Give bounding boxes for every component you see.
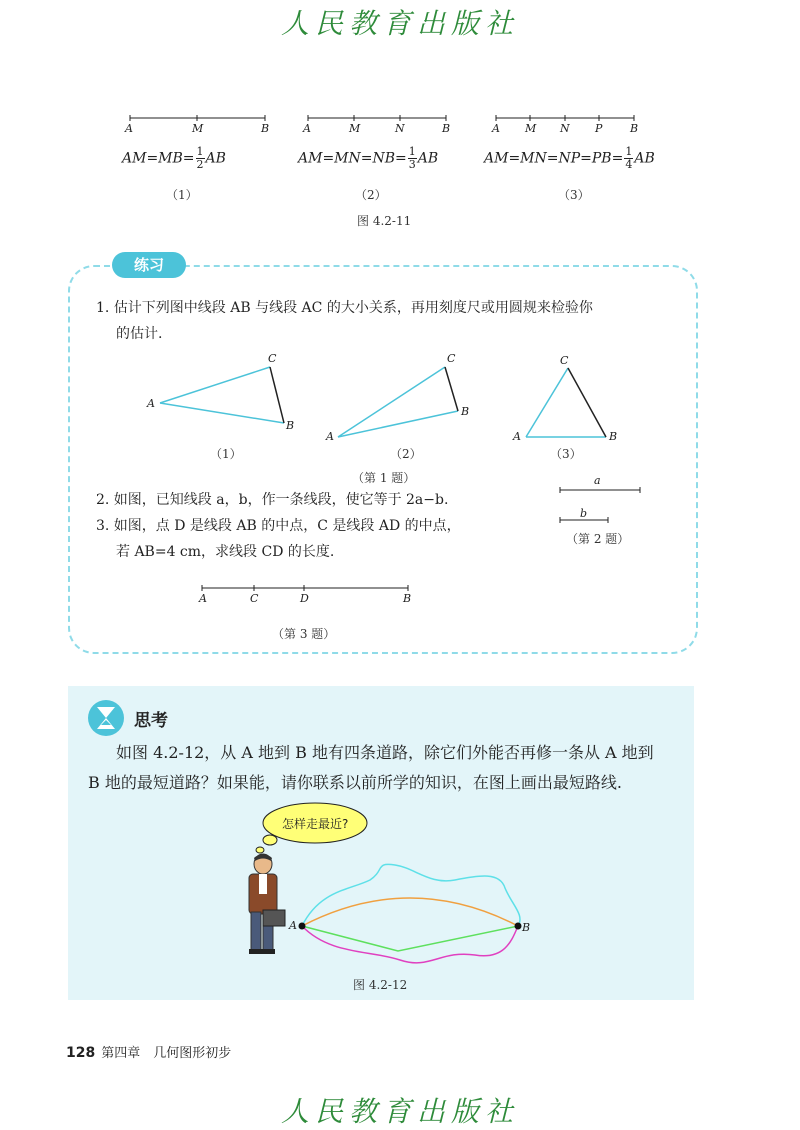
t3-label-b: B xyxy=(609,430,618,443)
p2-label-m: M xyxy=(349,122,361,135)
publisher-logo-top: 人民教育出版社 xyxy=(280,7,519,40)
p3-caption: （3） xyxy=(558,188,590,202)
p3-label-p: P xyxy=(595,122,603,135)
t3-label-c: C xyxy=(560,354,569,367)
t2-label-a: A xyxy=(326,430,334,443)
q2-caption: （第 2 题） xyxy=(566,532,630,546)
hourglass-icon xyxy=(86,698,126,738)
p1-label-a: A xyxy=(125,122,133,135)
q2-text: 2. 如图，已知线段 a，b，作一条线段，使它等于 2a−b. xyxy=(96,492,449,508)
q2-label-a: a xyxy=(594,474,601,487)
t1-caption: （1） xyxy=(210,447,242,461)
p2-label-b: B xyxy=(442,122,451,135)
q2-label-b: b xyxy=(580,507,588,520)
p2-caption: （2） xyxy=(355,188,387,202)
t1-label-a: A xyxy=(147,397,155,410)
q3-label-a: A xyxy=(199,592,207,605)
t3-caption: （3） xyxy=(550,447,582,461)
t2-label-c: C xyxy=(447,352,456,365)
q1-line2: 的估计. xyxy=(116,326,163,342)
q3-line2: 若 AB=4 cm，求线段 CD 的长度. xyxy=(116,544,335,560)
bubble-text: 怎样走最近? xyxy=(282,817,349,831)
think-line1: 如图 4.2-12，从 A 地到 B 地有四条道路，除它们外能否再修一条从 A 地到 xyxy=(116,743,654,762)
p2-equation: AM=MN=NB= $\frac{1}{3}$ AB xyxy=(298,145,439,171)
q3-label-d: D xyxy=(300,592,309,605)
p1-label-m: M xyxy=(192,122,204,135)
t1-label-b: B xyxy=(286,419,295,432)
t1-label-c: C xyxy=(268,352,277,365)
practice-tag: 练习 xyxy=(112,252,186,278)
page-number: 128 xyxy=(66,1045,96,1061)
person-illustration xyxy=(225,852,295,957)
think-title: 思考 xyxy=(134,711,168,731)
q1-triangles xyxy=(0,350,800,450)
publisher-logo-bottom: 人民教育出版社 xyxy=(280,1095,519,1128)
q3-caption: （第 3 题） xyxy=(272,627,336,641)
map-label-b: B xyxy=(522,921,531,934)
q2-segments xyxy=(550,480,660,525)
q1-caption: （第 1 题） xyxy=(352,471,416,485)
fig12-caption: 图 4.2-12 xyxy=(353,978,408,992)
chapter-title: 第四章 几何图形初步 xyxy=(101,1046,232,1061)
map-label-a: A xyxy=(289,919,297,932)
p3-label-n: N xyxy=(560,122,570,135)
p2-label-n: N xyxy=(395,122,405,135)
p3-label-m: M xyxy=(525,122,537,135)
t2-label-b: B xyxy=(461,405,470,418)
p3-label-b: B xyxy=(630,122,639,135)
p1-label-b: B xyxy=(261,122,270,135)
p3-equation: AM=MN=NP=PB= $\frac{1}{4}$ AB xyxy=(484,145,655,171)
roads-map xyxy=(290,860,540,970)
fig11-caption: 图 4.2-11 xyxy=(357,214,412,228)
t3-label-a: A xyxy=(513,430,521,443)
p1-equation: AM=MB= $\frac{1}{2}$ AB xyxy=(122,145,226,171)
p1-caption: （1） xyxy=(166,188,198,202)
q3-line1: 3. 如图，点 D 是线段 AB 的中点，C 是线段 AD 的中点， xyxy=(96,518,461,534)
q1-line1: 1. 估计下列图中线段 AB 与线段 AC 的大小关系，再用刻度尺或用圆规来检验你 xyxy=(96,300,593,316)
think-line2: B 地的最短道路？如果能，请你联系以前所学的知识，在图上画出最短路线. xyxy=(88,773,622,792)
page-footer xyxy=(66,1042,231,1061)
t2-caption: （2） xyxy=(390,447,422,461)
q3-label-c: C xyxy=(250,592,259,605)
p2-label-a: A xyxy=(303,122,311,135)
q3-label-b: B xyxy=(403,592,412,605)
p3-label-a: A xyxy=(492,122,500,135)
